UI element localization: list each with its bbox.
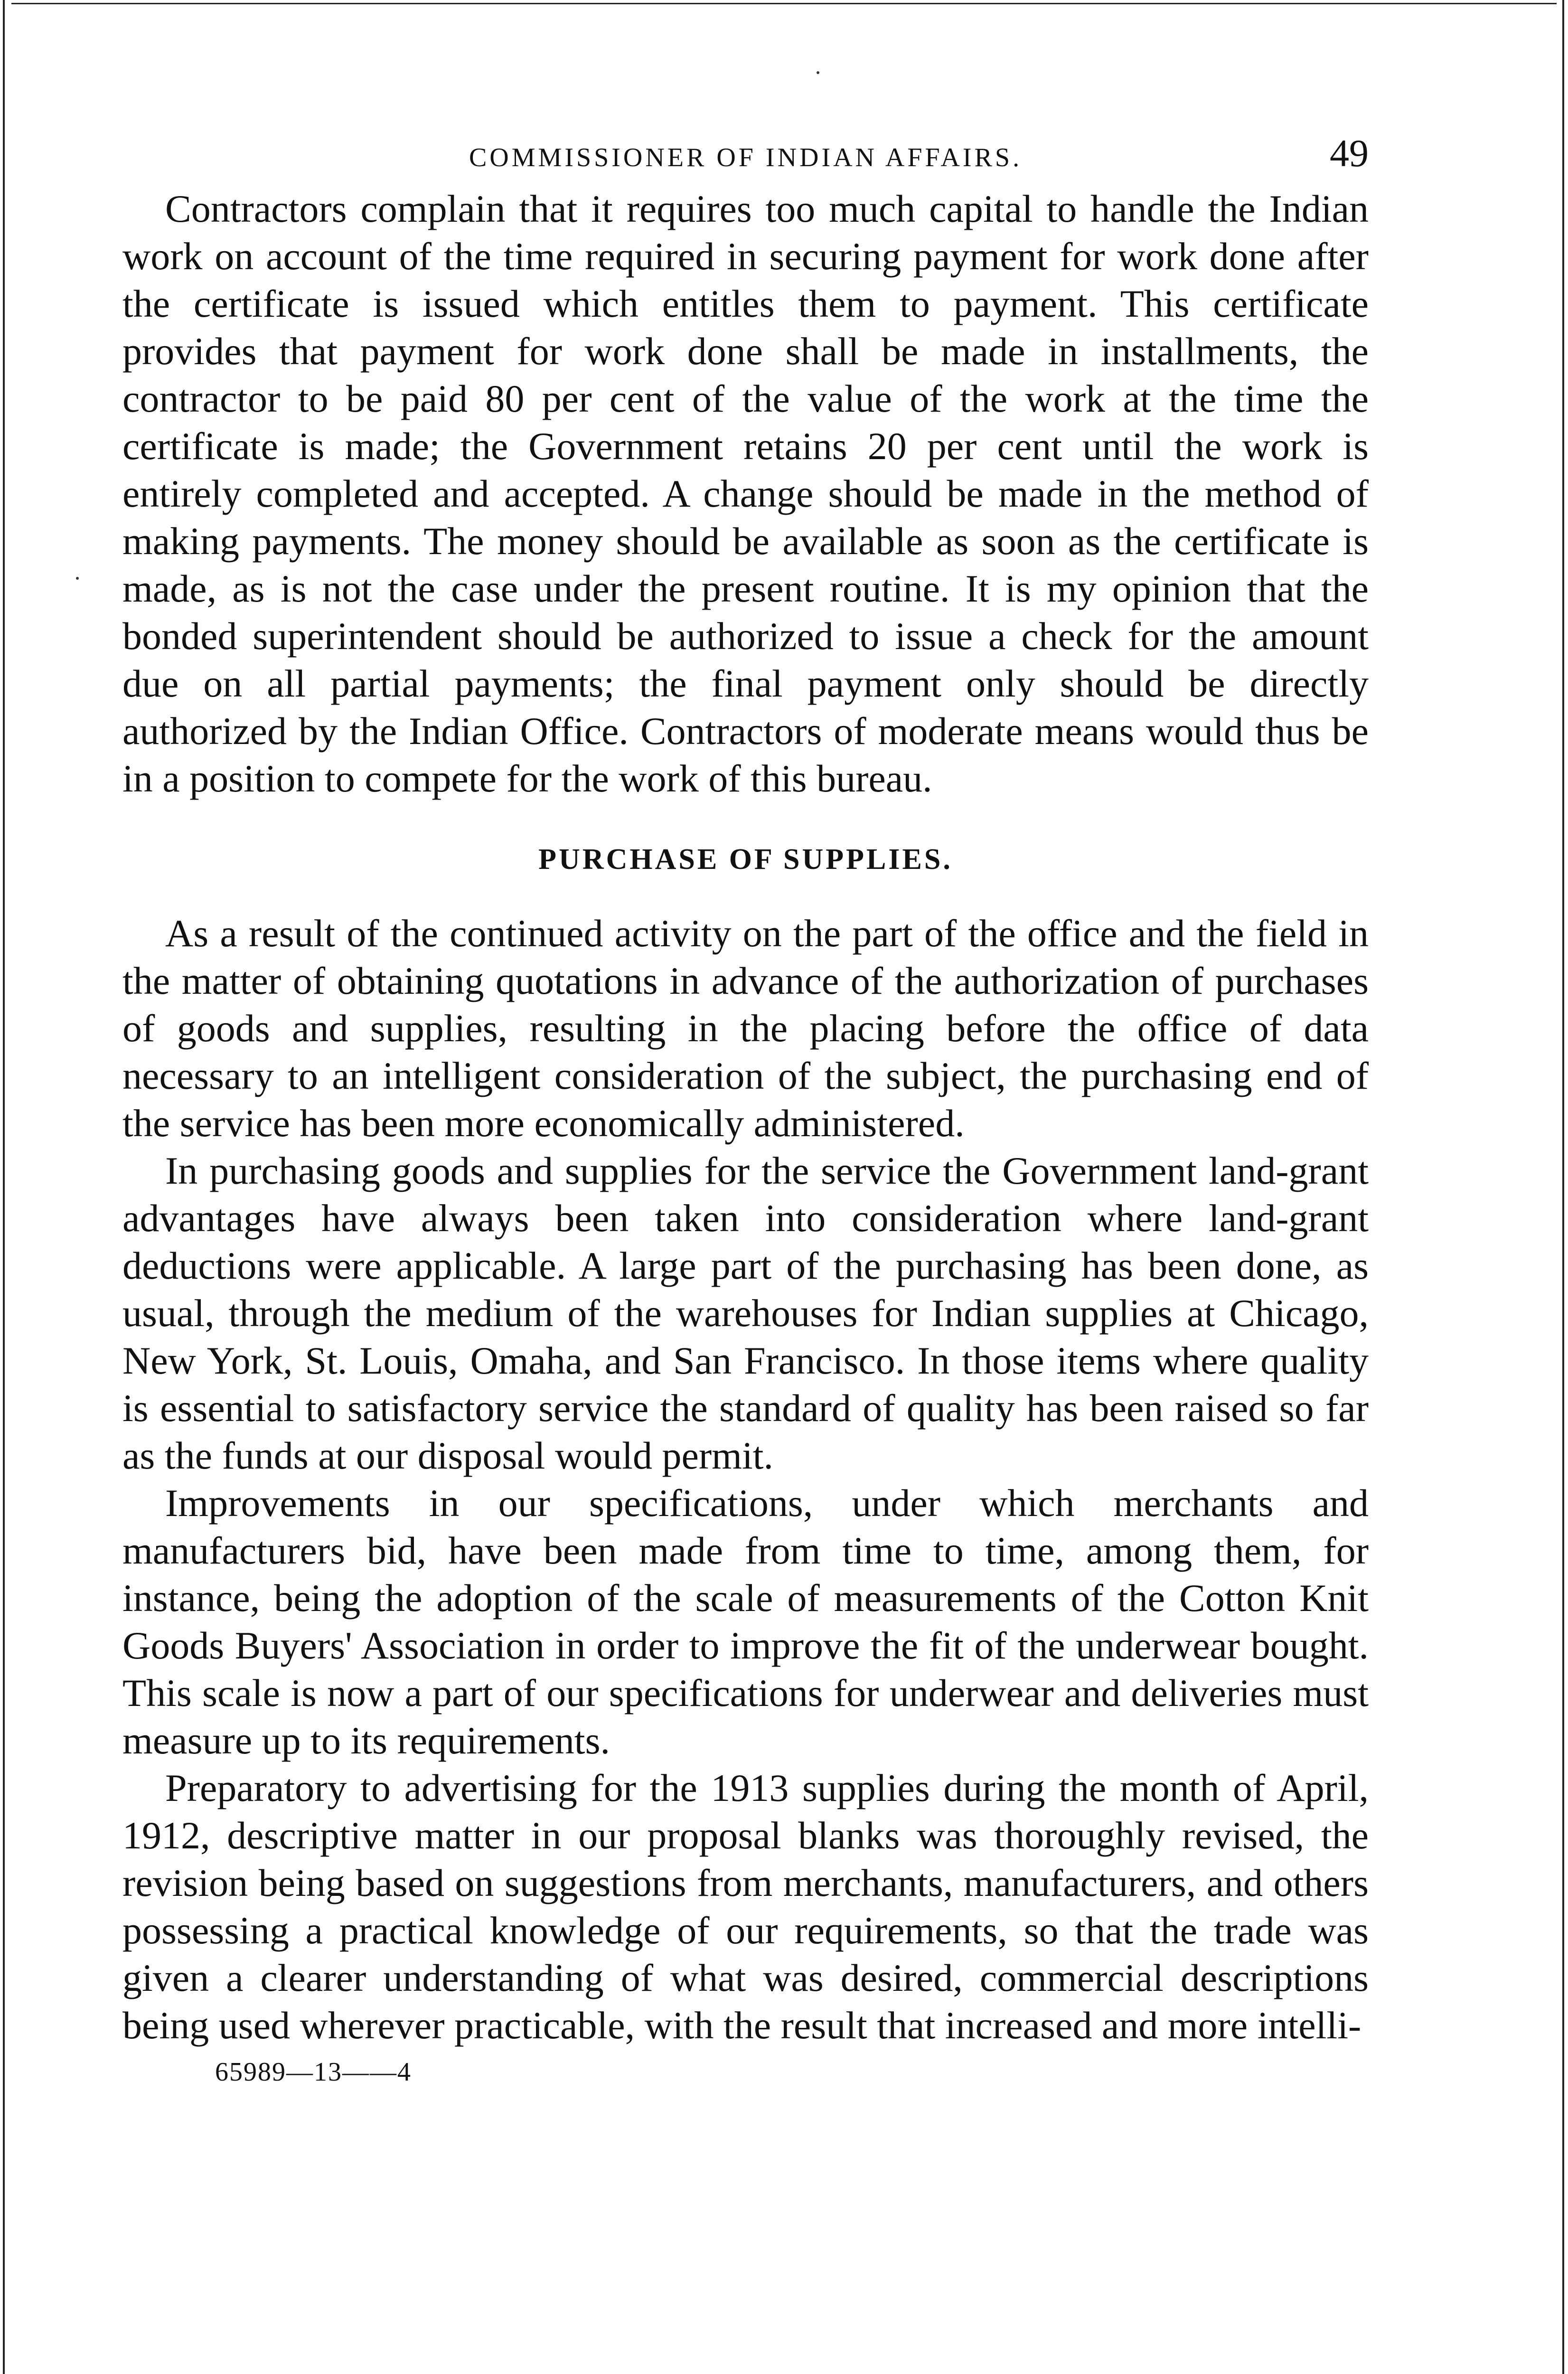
paragraph-specifications: Improvements in our specifications, under which merchants and manufacturers bid, have been made from time to time, among them, for instance, being the adoption of the scale of measurements of the Cotton Knit Goods Buyers' Association in order to improve the fit of the underwear bought. This scale is now a part of our specifications for underwear and deliveries must measure up to its requirements.: [122, 1481, 1369, 1762]
body-text: [122, 185, 1369, 2049]
page-number: 49: [1330, 132, 1369, 175]
scan-edge-right: [1562, 0, 1564, 2374]
paragraph-land-grant: In purchasing goods and supplies for the service the Government land-grant advantages have always been taken into consideration where land-grant deductions were applicable. A large part of the purchasing has been done, as usual, through the medium of the warehouses for Indian supplies at Chicago, New York, St. Louis, Omaha, and San Francisco. In those items where quality is essential to satisfactory service the standard of quality has been raised so far as the funds at our disposal would permit.: [122, 1149, 1369, 1477]
scan-speck: [76, 577, 79, 580]
scan-speck: [817, 71, 819, 74]
paragraph-preparatory: Preparatory to advertising for the 1913 supplies during the month of April, 1912, descriptive matter in our proposal blanks was thoroughly revised, the revision being based on suggestions from merchants, manufacturers, and others possessing a practical knowledge of our requirements, so that the trade was given a clearer understanding of what was desired, commercial descriptions being used wherever practicable, with the result that increased and more intelli-: [122, 1766, 1369, 2047]
scan-edge-top: [11, 3, 1557, 4]
paragraph-continued-activity: As a result of the continued activity on the part of the office and the field in the matter of obtaining quotations in advance of the authorization of purchases of goods and supplies, resulting in the placing before the office of data necessary to an intelligent consideration of the subject, the purchasing end of the service has been more economically administered.: [122, 912, 1369, 1145]
running-title: COMMISSIONER OF INDIAN AFFAIRS.: [469, 143, 1023, 172]
running-head: [122, 128, 1369, 185]
scan-edge-left: [3, 0, 5, 2374]
signature-mark: 65989—13——4: [215, 2057, 412, 2087]
paragraph-contractors: Contractors complain that it requires too much capital to handle the Indian work on account of the time required in securing payment for work done after the certificate is issued which entitles them to payment. This certificate provides that payment for work done shall be made in installments, the contractor to be paid 80 per cent of the value of the work at the time the certificate is made; the Government retains 20 per cent until the work is entirely completed and accepted. A change should be made in the method of making payments. The money should be available as soon as the certificate is made, as is not the case under the present routine. It is my opinion that the bonded superintendent should be authorized to issue a check for the amount due on all partial payments; the final payment only should be directly authorized by the Indian Office. Contractors of moderate means would thus be in a position to compete for the work of this bureau.: [122, 187, 1369, 800]
document-page: [122, 128, 1369, 2087]
section-heading: PURCHASE OF SUPPLIES.: [538, 843, 953, 876]
